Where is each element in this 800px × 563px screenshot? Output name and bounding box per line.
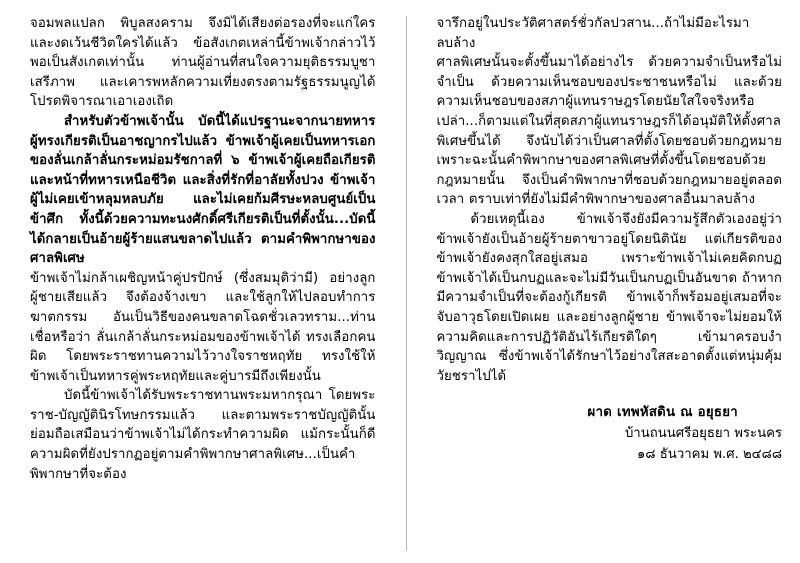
paragraph: บัดนี้ข้าพเจ้าได้รับพระราชทานพระมหากรุณา โดยพระราช-บัญญัตินิรโทษกรรมแล้ว และตามพระราชบัญญัตินั้นย่อมถือเสมือนว่าข้าพเจ้าไม่ได้กระทำความผิด แม้กระนั้นก็ดีความผิดที่ยังปรากฏอยู่ตามคำพิพากษาศาลพิเศษ...เป็นคำพิพากษาที่จะต้อง: [30, 388, 376, 482]
paragraph: ด้วยเหตุนี้เอง ข้าพเจ้าจึงยังมีความรู้สึกตัวเองอยู่ว่าข้าพเจ้ายังเป็นอ้ายผู้ร้ายตาขาวอยู่โดยนิตินัย แต่เกียรติของข้าพเจ้ายังคงสุกใสอยู่เสมอ เพราะข้าพเจ้าไม่เคยคิดกบฏ ข้าพเจ้าได้เป็นกบฏและจะไม่มีวันเป็นกบฏเป็นอันขาด ถ้าหากมีความจำเป็นที่จะต้องกู้เกียรติ ข้าพเจ้าก็พร้อมอยู่เสมอที่จะจับอาวุธโดยเปิดเผย และอย่างลูกผู้ชาย ข้าพเจ้าจะไม่ยอมให้ความคิดและการปฏิวัติอันไร้เกียรติใดๆ เข้ามาครอบงำวิญญาณ ซึ่งข้าพเจ้าได้รักษาไว้อย่างใสสะอาดตั้งแต่หนุ่มคุ้มวัยชราไปได้: [436, 211, 782, 384]
paragraph: สำหรับตัวข้าพเจ้านั้น บัดนี้ได้แปรฐานะจากนายทหารผู้ทรงเกียรติเป็นอาชญากรไปแล้ว ข้าพเจ้าผู้เคยเป็นทหารเอกของลั่นเกล้าลั่นกระหม่อมรัชกาลที่ ๖ ข้าพเจ้าผู้เคยถือเกียรติและหน้าที่ทหารเหนือชีวิต และสิ่งที่รักที่อาลัยทั้งปวง ข้าพเจ้าผู้ไม่เคยเข้าหลุมหลบภัย และไม่เคยก้มศีรษะหลบศูนย์เป็นข้าศึก ทั้งนี้ด้วยความทะนงศักดิ์ศรีเกียรติเป็นที่ตั้งนั้น...บัดนี้ได้กลายเป็นอ้ายผู้ร้ายแสนขลาดไปแล้ว ตามคำพิพากษาของศาลพิเศษ: [30, 113, 376, 267]
paragraph: ข้าพเจ้าไม่กล้าเผชิญหน้าคู่ปรปักษ์ (ซึ่งสมมุติว่ามี) อย่างลูกผู้ชายเสียแล้ว จึงต้องจ้างเขา และใช้ลูกให้ไปลอบทำการฆาตกรรม อันเป็นวิธีของคนขลาดโฉดชั่วเลวทราม...ท่านเชื่อหรือว่า ลั่นเกล้าลั่นกระหม่อมของข้าพเจ้าได้ ทรงเลือกคนผิด โดยพระราชทานความไว้วางใจราชหฤทัย ทรงใช้ให้ข้าพเจ้าเป็นทหารคู่พระหฤทัยและคู่บารมีถึงเพียงนั้น: [30, 270, 376, 384]
paragraph: ศาลพิเศษนั้นจะตั้งขึ้นมาได้อย่างไร ด้วยความจำเป็นหรือไม่จำเป็น ด้วยความเห็นชอบของประชาชนหรือไม่ และด้วยความเห็นชอบของสภาผู้แทนราษฎรโดยนัยใสใจจริงหรือเปล่า...ก็ตามแต่ในที่สุดสภาผู้แทนราษฎรก็ได้อนุมัติให้ตั้งศาลพิเศษขึ้นได้ จึงนับได้ว่าเป็นศาลที่ตั้งโดยชอบด้วยกฎหมาย เพราะฉะนั้นคำพิพากษาของศาลพิเศษที่ตั้งขึ้นโดยชอบด้วยกฎหมายนั้น จึงเป็นคำพิพากษาที่ชอบด้วยกฎหมายอยู่ตลอดเวลา ตราบเท่าที่ยังไม่มีคำพิพากษาของศาลอื่นมาลบล้าง: [436, 55, 782, 208]
left-column: [30, 14, 380, 553]
right-column: [433, 14, 783, 553]
two-column-layout: [30, 14, 782, 553]
signature-block: [437, 402, 783, 465]
right-column-spacer: [437, 465, 783, 553]
left-column-spacer: [30, 484, 376, 553]
signature-date: ๑๘ ธันวาคม พ.ศ. ๒๔๘๘: [637, 447, 782, 463]
paragraph: จอมพลแปลก พิบูลสงคราม จึงมิได้เสียงต่อรองที่จะแก่ใคร และงดเว้นชีวิตใครได้แล้ว ข้อสังเกตเหล่านี้ข้าพเจ้ากล่าวไว้พอเป็นสังเกตเท่านั้น ท่านผู้อ่านที่สนใจความยุติธรรมบูชาเสรีภาพ และเคารพหลักความเที่ยงตรงตามรัฐธรรมนูญได้โปรดพิจารณาเอาเองเถิด: [30, 16, 376, 110]
column-divider: [406, 16, 407, 551]
signature-place: บ้านถนนศรีอยุธยา พระนคร: [624, 426, 782, 442]
paragraph: จารึกอยู่ในประวัติศาสตร์ชั่วกัลปวสาน...ถ้าไม่มีอะไรมาลบล้าง: [436, 16, 750, 51]
signature-name: ผาด เทพหัสดิน ณ อยุธยา: [587, 405, 738, 421]
